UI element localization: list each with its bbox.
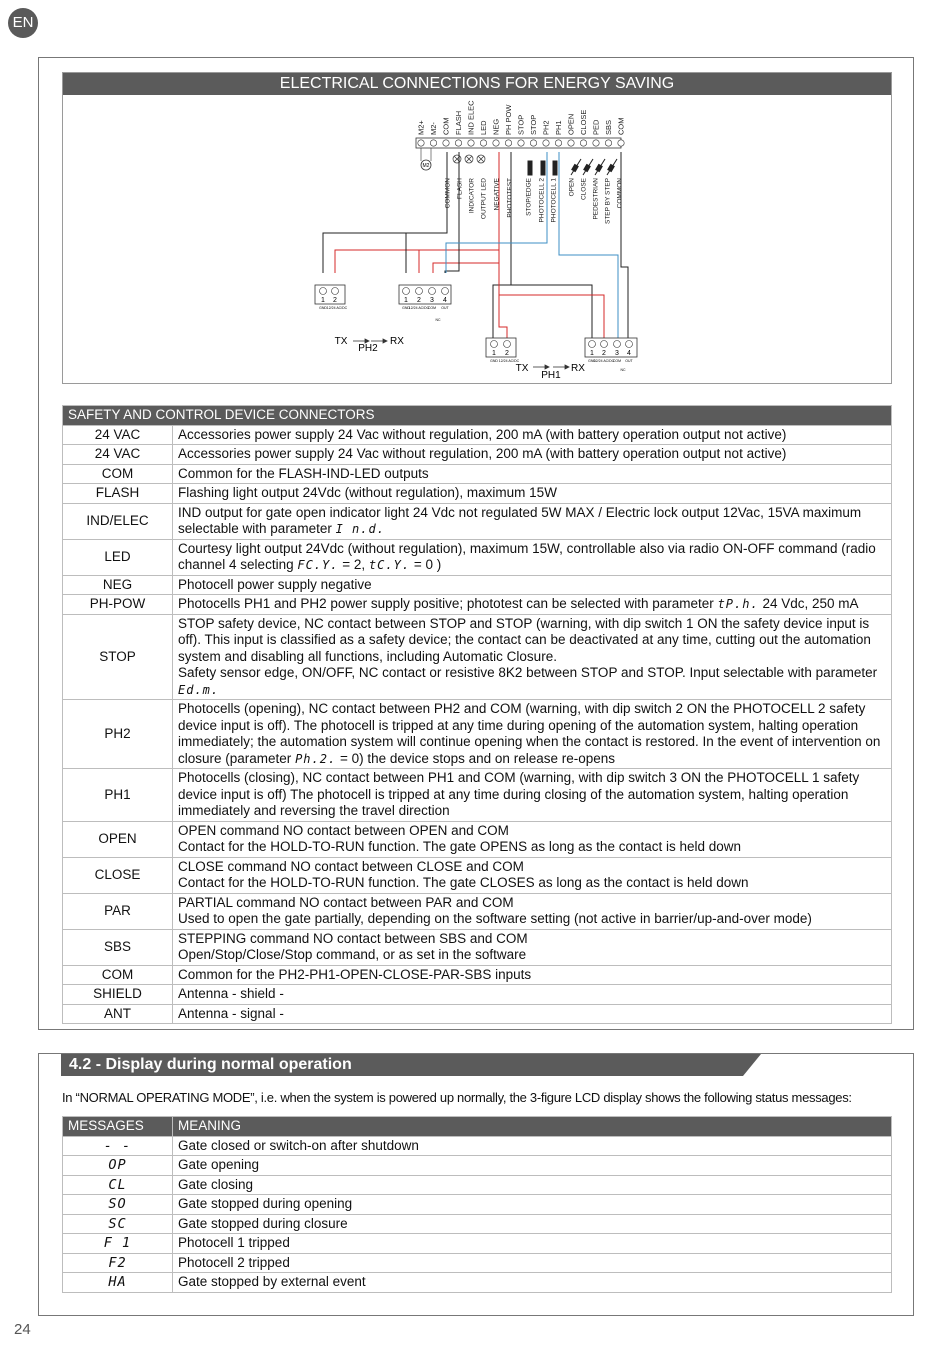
terminal-screw — [418, 140, 424, 146]
table-row — [63, 1273, 892, 1293]
row-desc: Flashing light output 24Vdc (without regulation), maximum 15W — [173, 484, 892, 504]
pin-gnd-label: GND — [319, 306, 327, 310]
terminal-screw — [518, 140, 524, 146]
pin-label: 4 — [627, 350, 631, 357]
connectors-table-header: SAFETY AND CONTROL DEVICE CONNECTORS — [63, 406, 892, 426]
col-messages: MESSAGES — [63, 1117, 173, 1137]
row-key: PAR — [63, 893, 173, 929]
wire-label: STOP/EDGE — [525, 178, 533, 216]
lcd-parameter: tP.h. — [717, 597, 759, 611]
terminal-label: PH2 — [541, 120, 551, 135]
terminal-screw — [505, 140, 511, 146]
row-key: PH1 — [63, 769, 173, 822]
section-title: 4.2 - Display during normal operation — [69, 1056, 352, 1073]
table-row — [63, 893, 892, 929]
table-row — [63, 1156, 892, 1176]
lamp-icons — [453, 155, 485, 163]
table-row — [63, 1195, 892, 1215]
col-meaning: MEANING — [173, 1117, 892, 1137]
ph1-name-label: PH1 — [541, 370, 561, 381]
table-row — [63, 985, 892, 1005]
row-desc: Accessories power supply 24 Vac without regulation, 200 mA (with battery operation output not active) — [173, 425, 892, 445]
pin-gnd-label: GND — [402, 306, 410, 310]
wire-label: CLOSE — [580, 178, 588, 201]
pin-gnd-label: GND — [588, 359, 596, 363]
terminal-label: COM — [441, 117, 451, 135]
row-desc: Photocells (closing), NC contact between PH1 and COM (warning, with dip switch 3 ON the PHOTOCELL 1 safety device input is off) The photocell is tripped at any time during closing of the automation system, halting operation immediately and reversing the travel direction — [173, 769, 892, 822]
pin-label: 1 — [492, 350, 496, 357]
terminal-strip — [416, 100, 626, 148]
pin-label: 3 — [615, 350, 619, 357]
row-key: OPEN — [63, 821, 173, 857]
status-meaning: Photocell 2 tripped — [173, 1253, 892, 1273]
table-row — [63, 857, 892, 893]
pin-nc-label: NC — [620, 368, 626, 372]
terminal-label: PH1 — [554, 120, 563, 135]
pin-label: 1 — [321, 297, 325, 304]
ph2-tx-label: TX — [334, 336, 348, 347]
row-key: STOP — [63, 614, 173, 700]
pin-out-label: OUT — [625, 359, 633, 363]
status-meaning: Gate opening — [173, 1156, 892, 1176]
status-code: HA — [63, 1273, 173, 1293]
terminal-label: NEG — [491, 118, 501, 135]
display-frame — [38, 1053, 914, 1316]
table-row — [63, 769, 892, 822]
row-desc: STEPPING command NO contact between SBS and COM Open/Stop/Close/Stop command, or as set in the software — [173, 929, 892, 965]
table-row — [63, 965, 892, 985]
wire-label: COMMON — [444, 178, 452, 209]
page-number: 24 — [14, 1321, 31, 1338]
lcd-parameter: Ed.m. — [178, 682, 220, 697]
table-row — [63, 503, 892, 539]
wire-label: OPEN — [568, 178, 576, 197]
pin-label: 4 — [443, 297, 447, 304]
status-meaning: Gate closing — [173, 1175, 892, 1195]
terminal-label: OPEN — [566, 113, 576, 135]
terminal-screw — [543, 140, 549, 146]
pin-com-label: COM — [427, 306, 437, 310]
row-key: SBS — [63, 929, 173, 965]
row-desc: OPEN command NO contact between OPEN and COM Contact for the HOLD-TO-RUN function. The gate OPENS as long as the contact is held down — [173, 821, 892, 857]
status-meaning: Gate stopped during opening — [173, 1195, 892, 1215]
row-desc: Photocells (opening), NC contact between PH2 and COM (warning, with dip switch 2 ON the PHOTOCELL 2 safety device input is off). The photocell is tripped at any time during opening of the automation system, halting operation immediately; the automation system will continue opening when the contact is restored. In the event of intervention on closure (parameter Ph.2. = 0) the device stops and on release re-opens — [173, 700, 892, 769]
table-row — [63, 575, 892, 595]
row-desc: Courtesy light output 24Vdc (without regulation), maximum 15W, controllable also via radio ON-OFF command (radio channel 4 selecting FC.Y. = 2, tC.Y. = 0 ) — [173, 539, 892, 575]
table-row — [63, 1136, 892, 1156]
wire-label: PHOTOTEST — [506, 178, 514, 218]
ph1-rx-block — [585, 338, 637, 372]
table-row — [63, 614, 892, 700]
ph2-rx-block — [399, 285, 451, 322]
table-row — [63, 1234, 892, 1254]
status-meaning: Photocell 1 tripped — [173, 1234, 892, 1254]
pin-nc-label: NC — [435, 318, 441, 322]
table-row — [63, 1004, 892, 1024]
terminal-screw — [455, 140, 461, 146]
switch-icons — [528, 159, 617, 175]
terminal-label: STOP — [516, 114, 526, 135]
lcd-parameter: Ph.2. — [295, 751, 337, 766]
ph1-rx-label: RX — [571, 363, 585, 374]
row-key: 24 VAC — [63, 425, 173, 445]
terminal-labels — [417, 100, 626, 135]
table-row — [63, 484, 892, 504]
lcd-parameter: FC.Y. — [297, 558, 339, 572]
status-code: F2 — [63, 1253, 173, 1273]
wire-label: PHOTOCELL 2 — [538, 178, 546, 223]
pin-label: 2 — [505, 350, 509, 357]
status-code: F 1 — [63, 1234, 173, 1254]
table-row — [63, 1253, 892, 1273]
connections-frame — [38, 57, 914, 1030]
terminal-label: STOP — [529, 114, 538, 135]
terminal-label: LED — [479, 120, 488, 135]
terminal-screw — [530, 140, 536, 146]
row-desc: IND output for gate open indicator light 24 Vdc not regulated 5W MAX / Electric lock output 12Vac, 15VA maximum selectable with parameter I n.d. — [173, 503, 892, 539]
row-key: LED — [63, 539, 173, 575]
row-desc: Common for the PH2-PH1-OPEN-CLOSE-PAR-SBS inputs — [173, 965, 892, 985]
table-row — [63, 1214, 892, 1234]
terminal-screw — [555, 140, 561, 146]
status-code: - - — [63, 1136, 173, 1156]
ph1-tx-label: TX — [515, 363, 529, 374]
terminal-label: PED — [591, 119, 601, 135]
wiring-diagram — [63, 95, 891, 383]
terminal-screw — [618, 140, 624, 146]
pin-label: 2 — [417, 297, 421, 304]
ph1-tx-block — [486, 338, 520, 363]
terminal-label: COM — [616, 117, 626, 135]
wire-labels — [445, 177, 624, 224]
row-desc: PARTIAL command NO contact between PAR and COM Used to open the gate partially, depending on the software setting (not active in barrier/up-and-over mode) — [173, 893, 892, 929]
pin-label: 1 — [404, 297, 408, 304]
row-desc: Accessories power supply 24 Vac without regulation, 200 mA (with battery operation output not active) — [173, 445, 892, 465]
status-meaning: Gate stopped by external event — [173, 1273, 892, 1293]
pin-label: 2 — [333, 297, 337, 304]
terminal-label: M2+ — [416, 120, 426, 135]
terminal-screw — [480, 140, 486, 146]
terminal-label: PH POW — [504, 104, 513, 135]
status-code: SO — [63, 1195, 173, 1215]
status-meaning: Gate stopped during closure — [173, 1214, 892, 1234]
table-row — [63, 445, 892, 465]
terminal-screw — [580, 140, 586, 146]
status-code: OP — [63, 1156, 173, 1176]
wiring-diagram-box — [62, 72, 892, 384]
wire-label: PEDESTRIAN — [592, 178, 600, 220]
table-row — [63, 425, 892, 445]
row-key: SHIELD — [63, 985, 173, 1005]
messages-table — [62, 1116, 892, 1293]
pin-label: 1 — [590, 350, 594, 357]
table-row — [63, 1175, 892, 1195]
row-desc: STOP safety device, NC contact between STOP and STOP (warning, with dip switch 1 ON the safety device input is off). This input is classified as a safety device; the contact can be deactivated at any time, cutting out the automation system and disabling all functions, including Automatic Closure. Safety sensor edge, ON/OFF, NC contact or resistive 8K2 between STOP and STOP. Input selectable with parameter Ed.m. — [173, 614, 892, 700]
terminal-label: CLOSE — [579, 109, 588, 135]
row-key: COM — [63, 464, 173, 484]
pin-vac-label: 12/24 AC/DC — [408, 306, 430, 310]
terminal-screw — [468, 140, 474, 146]
status-code: SC — [63, 1214, 173, 1234]
terminal-screw — [593, 140, 599, 146]
table-row — [63, 821, 892, 857]
ph2-tx-block — [315, 285, 348, 310]
row-key: IND/ELEC — [63, 503, 173, 539]
wire-label: STEP BY STEP — [604, 178, 612, 225]
pin-vac-label: 12/24 AC/DC — [593, 359, 615, 363]
pin-vac-label: 12/24 AC/DC — [498, 359, 520, 363]
terminal-label: M2- — [429, 122, 438, 135]
pin-com-label: COM — [612, 359, 622, 363]
connectors-table — [62, 405, 892, 1024]
terminal-screw — [605, 140, 611, 146]
lcd-parameter: I n.d. — [335, 522, 385, 536]
ph1-arrows — [533, 365, 569, 369]
ph2-name-label: PH2 — [358, 343, 378, 354]
row-desc: Common for the FLASH-IND-LED outputs — [173, 464, 892, 484]
wire-label: COMMON — [616, 178, 624, 209]
language-badge: EN — [8, 8, 38, 38]
row-desc: Photocell power supply negative — [173, 575, 892, 595]
ph2-rx-label: RX — [390, 336, 404, 347]
row-desc: Antenna - signal - — [173, 1004, 892, 1024]
table-row — [63, 929, 892, 965]
row-key: 24 VAC — [63, 445, 173, 465]
pin-label: 3 — [430, 297, 434, 304]
row-desc: CLOSE command NO contact between CLOSE and COM Contact for the HOLD-TO-RUN function. The gate CLOSES as long as the contact is held down — [173, 857, 892, 893]
terminal-label: SBS — [604, 119, 613, 135]
lcd-parameter: tC.Y. — [368, 558, 411, 572]
table-row — [63, 464, 892, 484]
row-key: COM — [63, 965, 173, 985]
terminal-label: IND ELEC — [466, 100, 476, 135]
row-key: FLASH — [63, 484, 173, 504]
row-desc: Photocells PH1 and PH2 power supply positive; phototest can be selected with parameter tP.h. 24 Vdc, 250 mA — [173, 595, 892, 615]
row-key: ANT — [63, 1004, 173, 1024]
row-key: PH-POW — [63, 595, 173, 615]
pin-gnd-label: GND — [490, 359, 498, 363]
row-desc: Antenna - shield - — [173, 985, 892, 1005]
wire-label: FLASH — [456, 178, 464, 199]
pin-vac-label: 12/24 AC/DC — [326, 306, 348, 310]
wire-label: OUTPUT LED — [480, 178, 488, 220]
status-code: CL — [63, 1175, 173, 1195]
row-key: NEG — [63, 575, 173, 595]
wire-label: PHOTOCELL 1 — [550, 178, 558, 223]
terminal-screw — [493, 140, 499, 146]
pin-label: 2 — [602, 350, 606, 357]
terminal-screw — [568, 140, 574, 146]
table-row — [63, 700, 892, 769]
terminal-label: FLASH — [454, 110, 463, 135]
terminal-screw — [430, 140, 436, 146]
terminal-screw — [443, 140, 449, 146]
table-row — [63, 539, 892, 575]
intro-text: In “NORMAL OPERATING MODE”, i.e. when the system is powered up normally, the 3-figure LCD display shows the following status messages: — [62, 1090, 852, 1105]
row-key: PH2 — [63, 700, 173, 769]
status-meaning: Gate closed or switch-on after shutdown — [173, 1136, 892, 1156]
diagram-title: ELECTRICAL CONNECTIONS FOR ENERGY SAVING — [63, 73, 891, 95]
row-key: CLOSE — [63, 857, 173, 893]
wire-label: INDICATOR — [468, 178, 476, 214]
wire-label: NEGATIVE — [493, 178, 501, 211]
table-row — [63, 595, 892, 615]
pin-out-label: OUT — [441, 306, 449, 310]
motor-label: M2 — [422, 163, 430, 169]
